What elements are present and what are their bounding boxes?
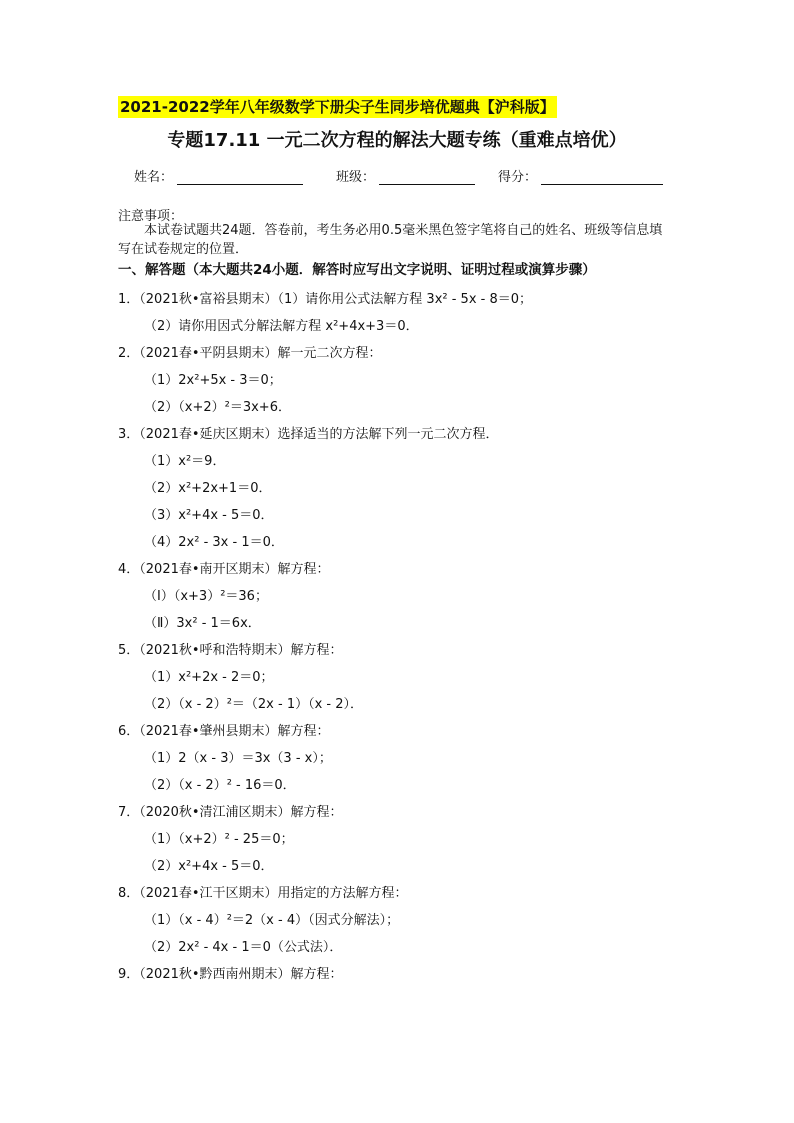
problem-part: （1）（x+2）² - 25＝0； [144,832,294,847]
problem-item [118,799,678,880]
class-label: 班级： [336,170,376,185]
problem-part: （2）（x - 2）² - 16＝0． [144,778,296,793]
problem-part: （1）2x²+5x - 3＝0； [144,373,282,388]
class-field[interactable] [336,166,475,185]
problem-question: 9．（2021秋•黔西南州期末）解方程： [118,967,343,982]
problem-part: （2）（x+2）²＝3x+6． [144,400,291,415]
problem-question: 6．（2021春•肇州县期末）解方程： [118,724,330,739]
problem-part: （1）x²+2x - 2＝0； [144,670,274,685]
problem-part: （1）x²＝9． [144,454,226,469]
problem-item [118,286,678,340]
problem-part: （Ⅱ）3x² - 1＝6x． [144,616,261,631]
score-blank[interactable] [541,168,663,185]
problem-question: 2．（2021春•平阴县期末）解一元二次方程： [118,346,382,361]
name-blank[interactable] [177,168,303,185]
score-label: 得分： [498,170,538,185]
problem-part: （2）x²+4x - 5＝0． [144,859,274,874]
problem-question: 3．（2021春•延庆区期末）选择适当的方法解下列一元二次方程． [118,427,499,442]
series-banner: 2021-2022学年八年级数学下册尖子生同步培优题典【沪科版】 [120,98,555,116]
notice-heading: 注意事项： [118,209,184,224]
problem-item [118,556,678,637]
problem-part: （3）x²+4x - 5＝0． [144,508,274,523]
score-field[interactable] [498,166,663,185]
problem-part: （Ⅰ）（x+3）²＝36； [144,589,268,604]
name-label: 姓名： [134,170,174,185]
problem-list [118,286,678,988]
problem-question: 1．（2021秋•富裕县期末）（1）请你用公式法解方程 3x² - 5x - 8＝0； [118,292,533,307]
problem-part: （2）（x - 2）²＝（2x - 1）（x - 2）． [144,697,364,712]
problem-item [118,637,678,718]
class-blank[interactable] [379,168,475,185]
name-field[interactable] [134,166,303,185]
problem-part: （2）2x² - 4x - 1＝0（公式法）． [144,940,343,955]
problem-question: 8．（2021春•江干区期末）用指定的方法解方程： [118,886,408,901]
problem-item [118,880,678,961]
problem-item [118,421,678,556]
problem-part: （1）（x - 4）²＝2（x - 4）（因式分解法）； [144,913,400,928]
problem-item [118,718,678,799]
problem-question: 7．（2020秋•清江浦区期末）解方程： [118,805,343,820]
problem-item [118,340,678,421]
section-heading: 一、解答题（本大题共24小题．解答时应写出文字说明、证明过程或演算步骤） [118,262,596,278]
page-title: 专题17.11 一元二次方程的解法大题专练（重难点培优） [167,130,627,151]
problem-question: 4．（2021春•南开区期末）解方程： [118,562,330,577]
problem-item [118,961,678,988]
problem-part: （2）请你用因式分解法解方程 x²+4x+3＝0． [144,319,419,334]
notice-body: 本试卷试题共24题．答卷前，考生务必用0.5毫米黑色签字笔将自己的姓名、班级等信息填写在试卷规定的位置． [118,223,663,257]
problem-part: （1）2（x - 3）＝3x（3 - x）； [144,751,332,766]
problem-part: （2）x²+2x+1＝0． [144,481,272,496]
problem-question: 5．（2021秋•呼和浩特期末）解方程： [118,643,343,658]
problem-part: （4）2x² - 3x - 1＝0． [144,535,284,550]
